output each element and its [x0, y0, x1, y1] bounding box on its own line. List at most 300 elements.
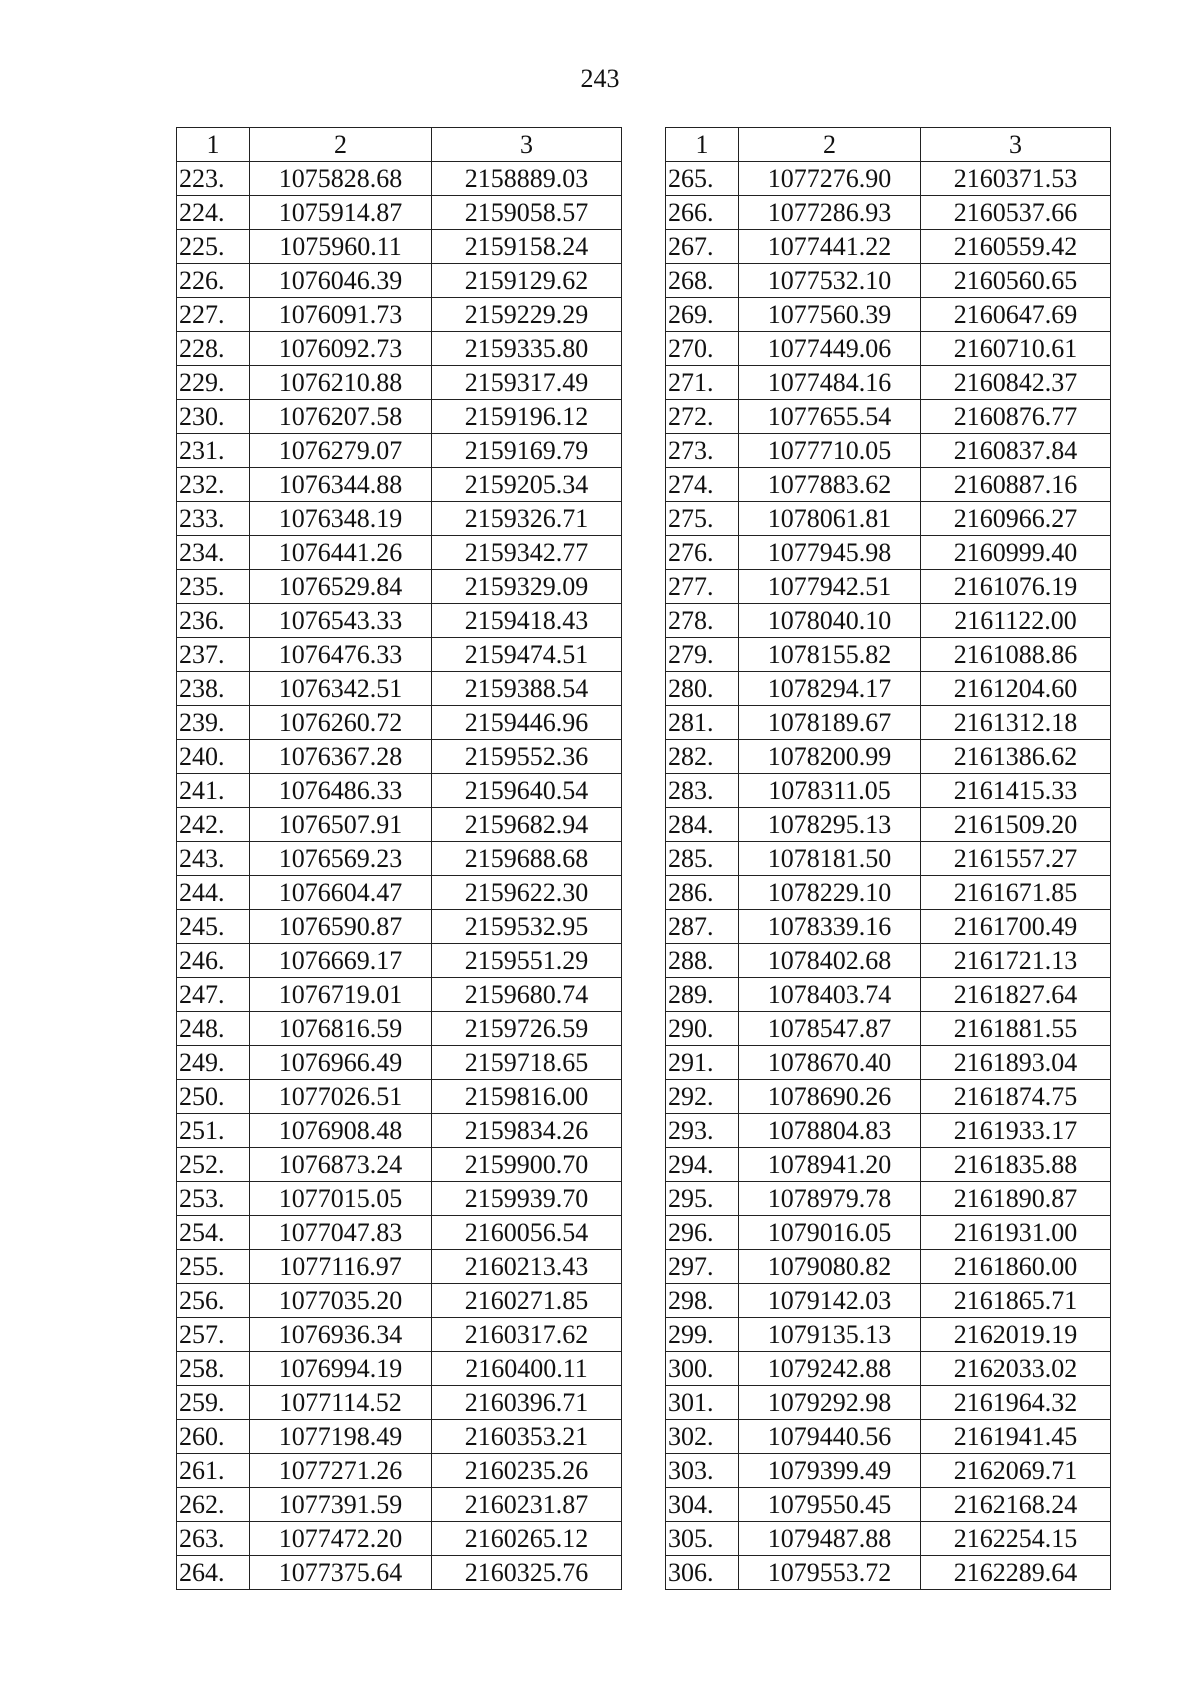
x-coordinate-cell: 1077114.52	[250, 1386, 432, 1420]
point-number-cell: 227.	[177, 298, 250, 332]
point-number-cell: 266.	[666, 196, 739, 230]
y-coordinate-cell: 2159718.65	[432, 1046, 622, 1080]
y-coordinate-cell: 2161312.18	[921, 706, 1111, 740]
table-row	[666, 978, 1111, 1012]
table-row	[177, 774, 622, 808]
y-coordinate-cell: 2160271.85	[432, 1284, 622, 1318]
table-row	[177, 332, 622, 366]
point-number-cell: 256.	[177, 1284, 250, 1318]
x-coordinate-cell: 1076908.48	[250, 1114, 432, 1148]
point-number-cell: 225.	[177, 230, 250, 264]
x-coordinate-cell: 1076873.24	[250, 1148, 432, 1182]
x-coordinate-cell: 1077945.98	[739, 536, 921, 570]
table-row	[177, 1386, 622, 1420]
y-coordinate-cell: 2161088.86	[921, 638, 1111, 672]
y-coordinate-cell: 2159129.62	[432, 264, 622, 298]
table-row	[177, 1284, 622, 1318]
y-coordinate-cell: 2159900.70	[432, 1148, 622, 1182]
point-number-cell: 273.	[666, 434, 739, 468]
table-row	[666, 910, 1111, 944]
y-coordinate-cell: 2160325.76	[432, 1556, 622, 1590]
x-coordinate-cell: 1078294.17	[739, 672, 921, 706]
x-coordinate-cell: 1076936.34	[250, 1318, 432, 1352]
y-coordinate-cell: 2161700.49	[921, 910, 1111, 944]
point-number-cell: 289.	[666, 978, 739, 1012]
y-coordinate-cell: 2160396.71	[432, 1386, 622, 1420]
table-row	[666, 1284, 1111, 1318]
point-number-cell: 293.	[666, 1114, 739, 1148]
point-number-cell: 271.	[666, 366, 739, 400]
y-coordinate-cell: 2162019.19	[921, 1318, 1111, 1352]
point-number-cell: 283.	[666, 774, 739, 808]
y-coordinate-cell: 2161964.32	[921, 1386, 1111, 1420]
y-coordinate-cell: 2160887.16	[921, 468, 1111, 502]
table-row	[666, 298, 1111, 332]
y-coordinate-cell: 2159688.68	[432, 842, 622, 876]
point-number-cell: 286.	[666, 876, 739, 910]
table-row	[177, 706, 622, 740]
x-coordinate-cell: 1077047.83	[250, 1216, 432, 1250]
point-number-cell: 279.	[666, 638, 739, 672]
x-coordinate-cell: 1077942.51	[739, 570, 921, 604]
table-row	[177, 740, 622, 774]
x-coordinate-cell: 1077560.39	[739, 298, 921, 332]
table-row	[177, 1046, 622, 1080]
x-coordinate-cell: 1077655.54	[739, 400, 921, 434]
point-number-cell: 251.	[177, 1114, 250, 1148]
table-row	[666, 740, 1111, 774]
point-number-cell: 257.	[177, 1318, 250, 1352]
table-row	[177, 1080, 622, 1114]
point-number-cell: 285.	[666, 842, 739, 876]
point-number-cell: 278.	[666, 604, 739, 638]
y-coordinate-cell: 2160876.77	[921, 400, 1111, 434]
table-row	[177, 1216, 622, 1250]
point-number-cell: 243.	[177, 842, 250, 876]
table-row	[666, 944, 1111, 978]
table-row	[177, 910, 622, 944]
y-coordinate-cell: 2161881.55	[921, 1012, 1111, 1046]
x-coordinate-cell: 1078311.05	[739, 774, 921, 808]
table-row	[666, 1046, 1111, 1080]
table-row	[666, 536, 1111, 570]
y-coordinate-cell: 2159418.43	[432, 604, 622, 638]
y-coordinate-cell: 2161835.88	[921, 1148, 1111, 1182]
point-number-cell: 238.	[177, 672, 250, 706]
x-coordinate-cell: 1075960.11	[250, 230, 432, 264]
table-row	[666, 502, 1111, 536]
table-row	[666, 434, 1111, 468]
y-coordinate-cell: 2161721.13	[921, 944, 1111, 978]
table-row	[666, 1148, 1111, 1182]
point-number-cell: 263.	[177, 1522, 250, 1556]
y-coordinate-cell: 2161557.27	[921, 842, 1111, 876]
point-number-cell: 275.	[666, 502, 739, 536]
point-number-cell: 270.	[666, 332, 739, 366]
y-coordinate-cell: 2161874.75	[921, 1080, 1111, 1114]
point-number-cell: 239.	[177, 706, 250, 740]
x-coordinate-cell: 1076091.73	[250, 298, 432, 332]
point-number-cell: 297.	[666, 1250, 739, 1284]
y-coordinate-cell: 2160056.54	[432, 1216, 622, 1250]
y-coordinate-cell: 2160710.61	[921, 332, 1111, 366]
x-coordinate-cell: 1075914.87	[250, 196, 432, 230]
point-number-cell: 296.	[666, 1216, 739, 1250]
y-coordinate-cell: 2161941.45	[921, 1420, 1111, 1454]
x-coordinate-cell: 1079080.82	[739, 1250, 921, 1284]
y-coordinate-cell: 2160537.66	[921, 196, 1111, 230]
point-number-cell: 306.	[666, 1556, 739, 1590]
x-coordinate-cell: 1079553.72	[739, 1556, 921, 1590]
x-coordinate-cell: 1077286.93	[739, 196, 921, 230]
column-header: 2	[250, 128, 432, 162]
point-number-cell: 291.	[666, 1046, 739, 1080]
point-number-cell: 255.	[177, 1250, 250, 1284]
point-number-cell: 236.	[177, 604, 250, 638]
y-coordinate-cell: 2159834.26	[432, 1114, 622, 1148]
table-row	[666, 1556, 1111, 1590]
y-coordinate-cell: 2159317.49	[432, 366, 622, 400]
y-coordinate-cell: 2159446.96	[432, 706, 622, 740]
table-row	[666, 264, 1111, 298]
x-coordinate-cell: 1078403.74	[739, 978, 921, 1012]
point-number-cell: 231.	[177, 434, 250, 468]
x-coordinate-cell: 1077532.10	[739, 264, 921, 298]
y-coordinate-cell: 2159169.79	[432, 434, 622, 468]
table-row	[177, 672, 622, 706]
table-row	[177, 196, 622, 230]
x-coordinate-cell: 1076966.49	[250, 1046, 432, 1080]
table-row	[666, 604, 1111, 638]
table-row	[666, 672, 1111, 706]
x-coordinate-cell: 1077441.22	[739, 230, 921, 264]
column-header: 3	[432, 128, 622, 162]
table-row	[177, 808, 622, 842]
x-coordinate-cell: 1078979.78	[739, 1182, 921, 1216]
y-coordinate-cell: 2159326.71	[432, 502, 622, 536]
point-number-cell: 261.	[177, 1454, 250, 1488]
y-coordinate-cell: 2162289.64	[921, 1556, 1111, 1590]
point-number-cell: 258.	[177, 1352, 250, 1386]
table-row	[177, 876, 622, 910]
x-coordinate-cell: 1078670.40	[739, 1046, 921, 1080]
y-coordinate-cell: 2161415.33	[921, 774, 1111, 808]
x-coordinate-cell: 1076342.51	[250, 672, 432, 706]
x-coordinate-cell: 1077472.20	[250, 1522, 432, 1556]
x-coordinate-cell: 1077375.64	[250, 1556, 432, 1590]
table-row	[666, 808, 1111, 842]
x-coordinate-cell: 1077271.26	[250, 1454, 432, 1488]
point-number-cell: 298.	[666, 1284, 739, 1318]
table-row	[177, 230, 622, 264]
point-number-cell: 232.	[177, 468, 250, 502]
point-number-cell: 237.	[177, 638, 250, 672]
y-coordinate-cell: 2160999.40	[921, 536, 1111, 570]
y-coordinate-cell: 2160400.11	[432, 1352, 622, 1386]
point-number-cell: 280.	[666, 672, 739, 706]
table-header-row	[666, 128, 1111, 162]
point-number-cell: 230.	[177, 400, 250, 434]
y-coordinate-cell: 2159939.70	[432, 1182, 622, 1216]
point-number-cell: 300.	[666, 1352, 739, 1386]
point-number-cell: 260.	[177, 1420, 250, 1454]
x-coordinate-cell: 1076092.73	[250, 332, 432, 366]
x-coordinate-cell: 1076210.88	[250, 366, 432, 400]
table-row	[666, 1488, 1111, 1522]
y-coordinate-cell: 2160647.69	[921, 298, 1111, 332]
x-coordinate-cell: 1077710.05	[739, 434, 921, 468]
x-coordinate-cell: 1078200.99	[739, 740, 921, 774]
x-coordinate-cell: 1076816.59	[250, 1012, 432, 1046]
x-coordinate-cell: 1076604.47	[250, 876, 432, 910]
y-coordinate-cell: 2160235.26	[432, 1454, 622, 1488]
x-coordinate-cell: 1078941.20	[739, 1148, 921, 1182]
table-row	[177, 1182, 622, 1216]
x-coordinate-cell: 1076344.88	[250, 468, 432, 502]
x-coordinate-cell: 1077026.51	[250, 1080, 432, 1114]
y-coordinate-cell: 2162168.24	[921, 1488, 1111, 1522]
point-number-cell: 295.	[666, 1182, 739, 1216]
table-row	[666, 1318, 1111, 1352]
point-number-cell: 224.	[177, 196, 250, 230]
y-coordinate-cell: 2159726.59	[432, 1012, 622, 1046]
point-number-cell: 250.	[177, 1080, 250, 1114]
point-number-cell: 288.	[666, 944, 739, 978]
table-row	[666, 1216, 1111, 1250]
table-row	[177, 264, 622, 298]
x-coordinate-cell: 1078690.26	[739, 1080, 921, 1114]
y-coordinate-cell: 2160371.53	[921, 162, 1111, 196]
point-number-cell: 276.	[666, 536, 739, 570]
y-coordinate-cell: 2159816.00	[432, 1080, 622, 1114]
x-coordinate-cell: 1076367.28	[250, 740, 432, 774]
x-coordinate-cell: 1079242.88	[739, 1352, 921, 1386]
x-coordinate-cell: 1076569.23	[250, 842, 432, 876]
y-coordinate-cell: 2161931.00	[921, 1216, 1111, 1250]
y-coordinate-cell: 2159329.09	[432, 570, 622, 604]
y-coordinate-cell: 2160842.37	[921, 366, 1111, 400]
x-coordinate-cell: 1076207.58	[250, 400, 432, 434]
table-row	[177, 1114, 622, 1148]
point-number-cell: 234.	[177, 536, 250, 570]
point-number-cell: 272.	[666, 400, 739, 434]
x-coordinate-cell: 1076669.17	[250, 944, 432, 978]
table-row	[666, 1454, 1111, 1488]
point-number-cell: 246.	[177, 944, 250, 978]
y-coordinate-cell: 2161509.20	[921, 808, 1111, 842]
point-number-cell: 245.	[177, 910, 250, 944]
y-coordinate-cell: 2158889.03	[432, 162, 622, 196]
table-row	[666, 1250, 1111, 1284]
point-number-cell: 282.	[666, 740, 739, 774]
column-header: 1	[666, 128, 739, 162]
table-row	[666, 1080, 1111, 1114]
point-number-cell: 299.	[666, 1318, 739, 1352]
y-coordinate-cell: 2162069.71	[921, 1454, 1111, 1488]
table-row	[177, 434, 622, 468]
table-row	[177, 298, 622, 332]
point-number-cell: 241.	[177, 774, 250, 808]
point-number-cell: 268.	[666, 264, 739, 298]
point-number-cell: 249.	[177, 1046, 250, 1080]
point-number-cell: 294.	[666, 1148, 739, 1182]
table-row	[177, 1522, 622, 1556]
table-row	[177, 536, 622, 570]
table-row	[177, 1318, 622, 1352]
x-coordinate-cell: 1079440.56	[739, 1420, 921, 1454]
y-coordinate-cell: 2161122.00	[921, 604, 1111, 638]
table-row	[666, 774, 1111, 808]
table-row	[666, 638, 1111, 672]
x-coordinate-cell: 1076260.72	[250, 706, 432, 740]
point-number-cell: 223.	[177, 162, 250, 196]
table-header-row	[177, 128, 622, 162]
table-row	[177, 1250, 622, 1284]
point-number-cell: 269.	[666, 298, 739, 332]
y-coordinate-cell: 2159205.34	[432, 468, 622, 502]
x-coordinate-cell: 1076507.91	[250, 808, 432, 842]
point-number-cell: 244.	[177, 876, 250, 910]
x-coordinate-cell: 1079142.03	[739, 1284, 921, 1318]
table-row	[177, 400, 622, 434]
point-number-cell: 226.	[177, 264, 250, 298]
table-row	[666, 400, 1111, 434]
x-coordinate-cell: 1077883.62	[739, 468, 921, 502]
point-number-cell: 253.	[177, 1182, 250, 1216]
y-coordinate-cell: 2161933.17	[921, 1114, 1111, 1148]
column-header: 3	[921, 128, 1111, 162]
x-coordinate-cell: 1077449.06	[739, 332, 921, 366]
x-coordinate-cell: 1076476.33	[250, 638, 432, 672]
y-coordinate-cell: 2160966.27	[921, 502, 1111, 536]
x-coordinate-cell: 1076529.84	[250, 570, 432, 604]
x-coordinate-cell: 1075828.68	[250, 162, 432, 196]
x-coordinate-cell: 1076994.19	[250, 1352, 432, 1386]
table-row	[177, 944, 622, 978]
table-row	[666, 570, 1111, 604]
x-coordinate-cell: 1076279.07	[250, 434, 432, 468]
x-coordinate-cell: 1079016.05	[739, 1216, 921, 1250]
point-number-cell: 252.	[177, 1148, 250, 1182]
point-number-cell: 287.	[666, 910, 739, 944]
table-row	[666, 366, 1111, 400]
x-coordinate-cell: 1077116.97	[250, 1250, 432, 1284]
x-coordinate-cell: 1076590.87	[250, 910, 432, 944]
x-coordinate-cell: 1077198.49	[250, 1420, 432, 1454]
point-number-cell: 301.	[666, 1386, 739, 1420]
table-row	[177, 604, 622, 638]
point-number-cell: 304.	[666, 1488, 739, 1522]
x-coordinate-cell: 1076348.19	[250, 502, 432, 536]
y-coordinate-cell: 2161865.71	[921, 1284, 1111, 1318]
table-row	[177, 1420, 622, 1454]
column-header: 2	[739, 128, 921, 162]
point-number-cell: 248.	[177, 1012, 250, 1046]
column-header: 1	[177, 128, 250, 162]
x-coordinate-cell: 1077484.16	[739, 366, 921, 400]
point-number-cell: 277.	[666, 570, 739, 604]
y-coordinate-cell: 2159552.36	[432, 740, 622, 774]
point-number-cell: 229.	[177, 366, 250, 400]
x-coordinate-cell: 1078229.10	[739, 876, 921, 910]
point-number-cell: 254.	[177, 1216, 250, 1250]
y-coordinate-cell: 2159640.54	[432, 774, 622, 808]
y-coordinate-cell: 2160231.87	[432, 1488, 622, 1522]
x-coordinate-cell: 1076543.33	[250, 604, 432, 638]
table-row	[177, 638, 622, 672]
x-coordinate-cell: 1078547.87	[739, 1012, 921, 1046]
table-row	[666, 230, 1111, 264]
table-row	[666, 842, 1111, 876]
point-number-cell: 264.	[177, 1556, 250, 1590]
x-coordinate-cell: 1079135.13	[739, 1318, 921, 1352]
y-coordinate-cell: 2159680.74	[432, 978, 622, 1012]
y-coordinate-cell: 2161671.85	[921, 876, 1111, 910]
table-row	[177, 842, 622, 876]
point-number-cell: 274.	[666, 468, 739, 502]
x-coordinate-cell: 1078339.16	[739, 910, 921, 944]
x-coordinate-cell: 1078402.68	[739, 944, 921, 978]
table-row	[666, 706, 1111, 740]
point-number-cell: 235.	[177, 570, 250, 604]
y-coordinate-cell: 2160560.65	[921, 264, 1111, 298]
table-row	[666, 1386, 1111, 1420]
table-row	[177, 468, 622, 502]
point-number-cell: 290.	[666, 1012, 739, 1046]
table-row	[666, 1012, 1111, 1046]
table-row	[177, 366, 622, 400]
table-row	[666, 332, 1111, 366]
y-coordinate-cell: 2162254.15	[921, 1522, 1111, 1556]
y-coordinate-cell: 2159388.54	[432, 672, 622, 706]
table-row	[666, 1420, 1111, 1454]
table-row	[177, 1556, 622, 1590]
point-number-cell: 233.	[177, 502, 250, 536]
x-coordinate-cell: 1079550.45	[739, 1488, 921, 1522]
table-row	[177, 502, 622, 536]
y-coordinate-cell: 2161890.87	[921, 1182, 1111, 1216]
table-row	[177, 1012, 622, 1046]
point-number-cell: 242.	[177, 808, 250, 842]
x-coordinate-cell: 1076719.01	[250, 978, 432, 1012]
x-coordinate-cell: 1077035.20	[250, 1284, 432, 1318]
x-coordinate-cell: 1078295.13	[739, 808, 921, 842]
y-coordinate-cell: 2159532.95	[432, 910, 622, 944]
table-row	[666, 468, 1111, 502]
y-coordinate-cell: 2161386.62	[921, 740, 1111, 774]
x-coordinate-cell: 1079399.49	[739, 1454, 921, 1488]
table-row	[177, 1148, 622, 1182]
table-row	[666, 1522, 1111, 1556]
point-number-cell: 240.	[177, 740, 250, 774]
coordinates-table-right	[665, 127, 1111, 1590]
y-coordinate-cell: 2160559.42	[921, 230, 1111, 264]
point-number-cell: 292.	[666, 1080, 739, 1114]
point-number-cell: 228.	[177, 332, 250, 366]
point-number-cell: 303.	[666, 1454, 739, 1488]
x-coordinate-cell: 1077276.90	[739, 162, 921, 196]
x-coordinate-cell: 1077391.59	[250, 1488, 432, 1522]
x-coordinate-cell: 1078040.10	[739, 604, 921, 638]
x-coordinate-cell: 1076486.33	[250, 774, 432, 808]
table-row	[666, 196, 1111, 230]
y-coordinate-cell: 2159158.24	[432, 230, 622, 264]
point-number-cell: 259.	[177, 1386, 250, 1420]
table-row	[666, 1114, 1111, 1148]
point-number-cell: 284.	[666, 808, 739, 842]
x-coordinate-cell: 1077015.05	[250, 1182, 432, 1216]
table-row	[177, 978, 622, 1012]
